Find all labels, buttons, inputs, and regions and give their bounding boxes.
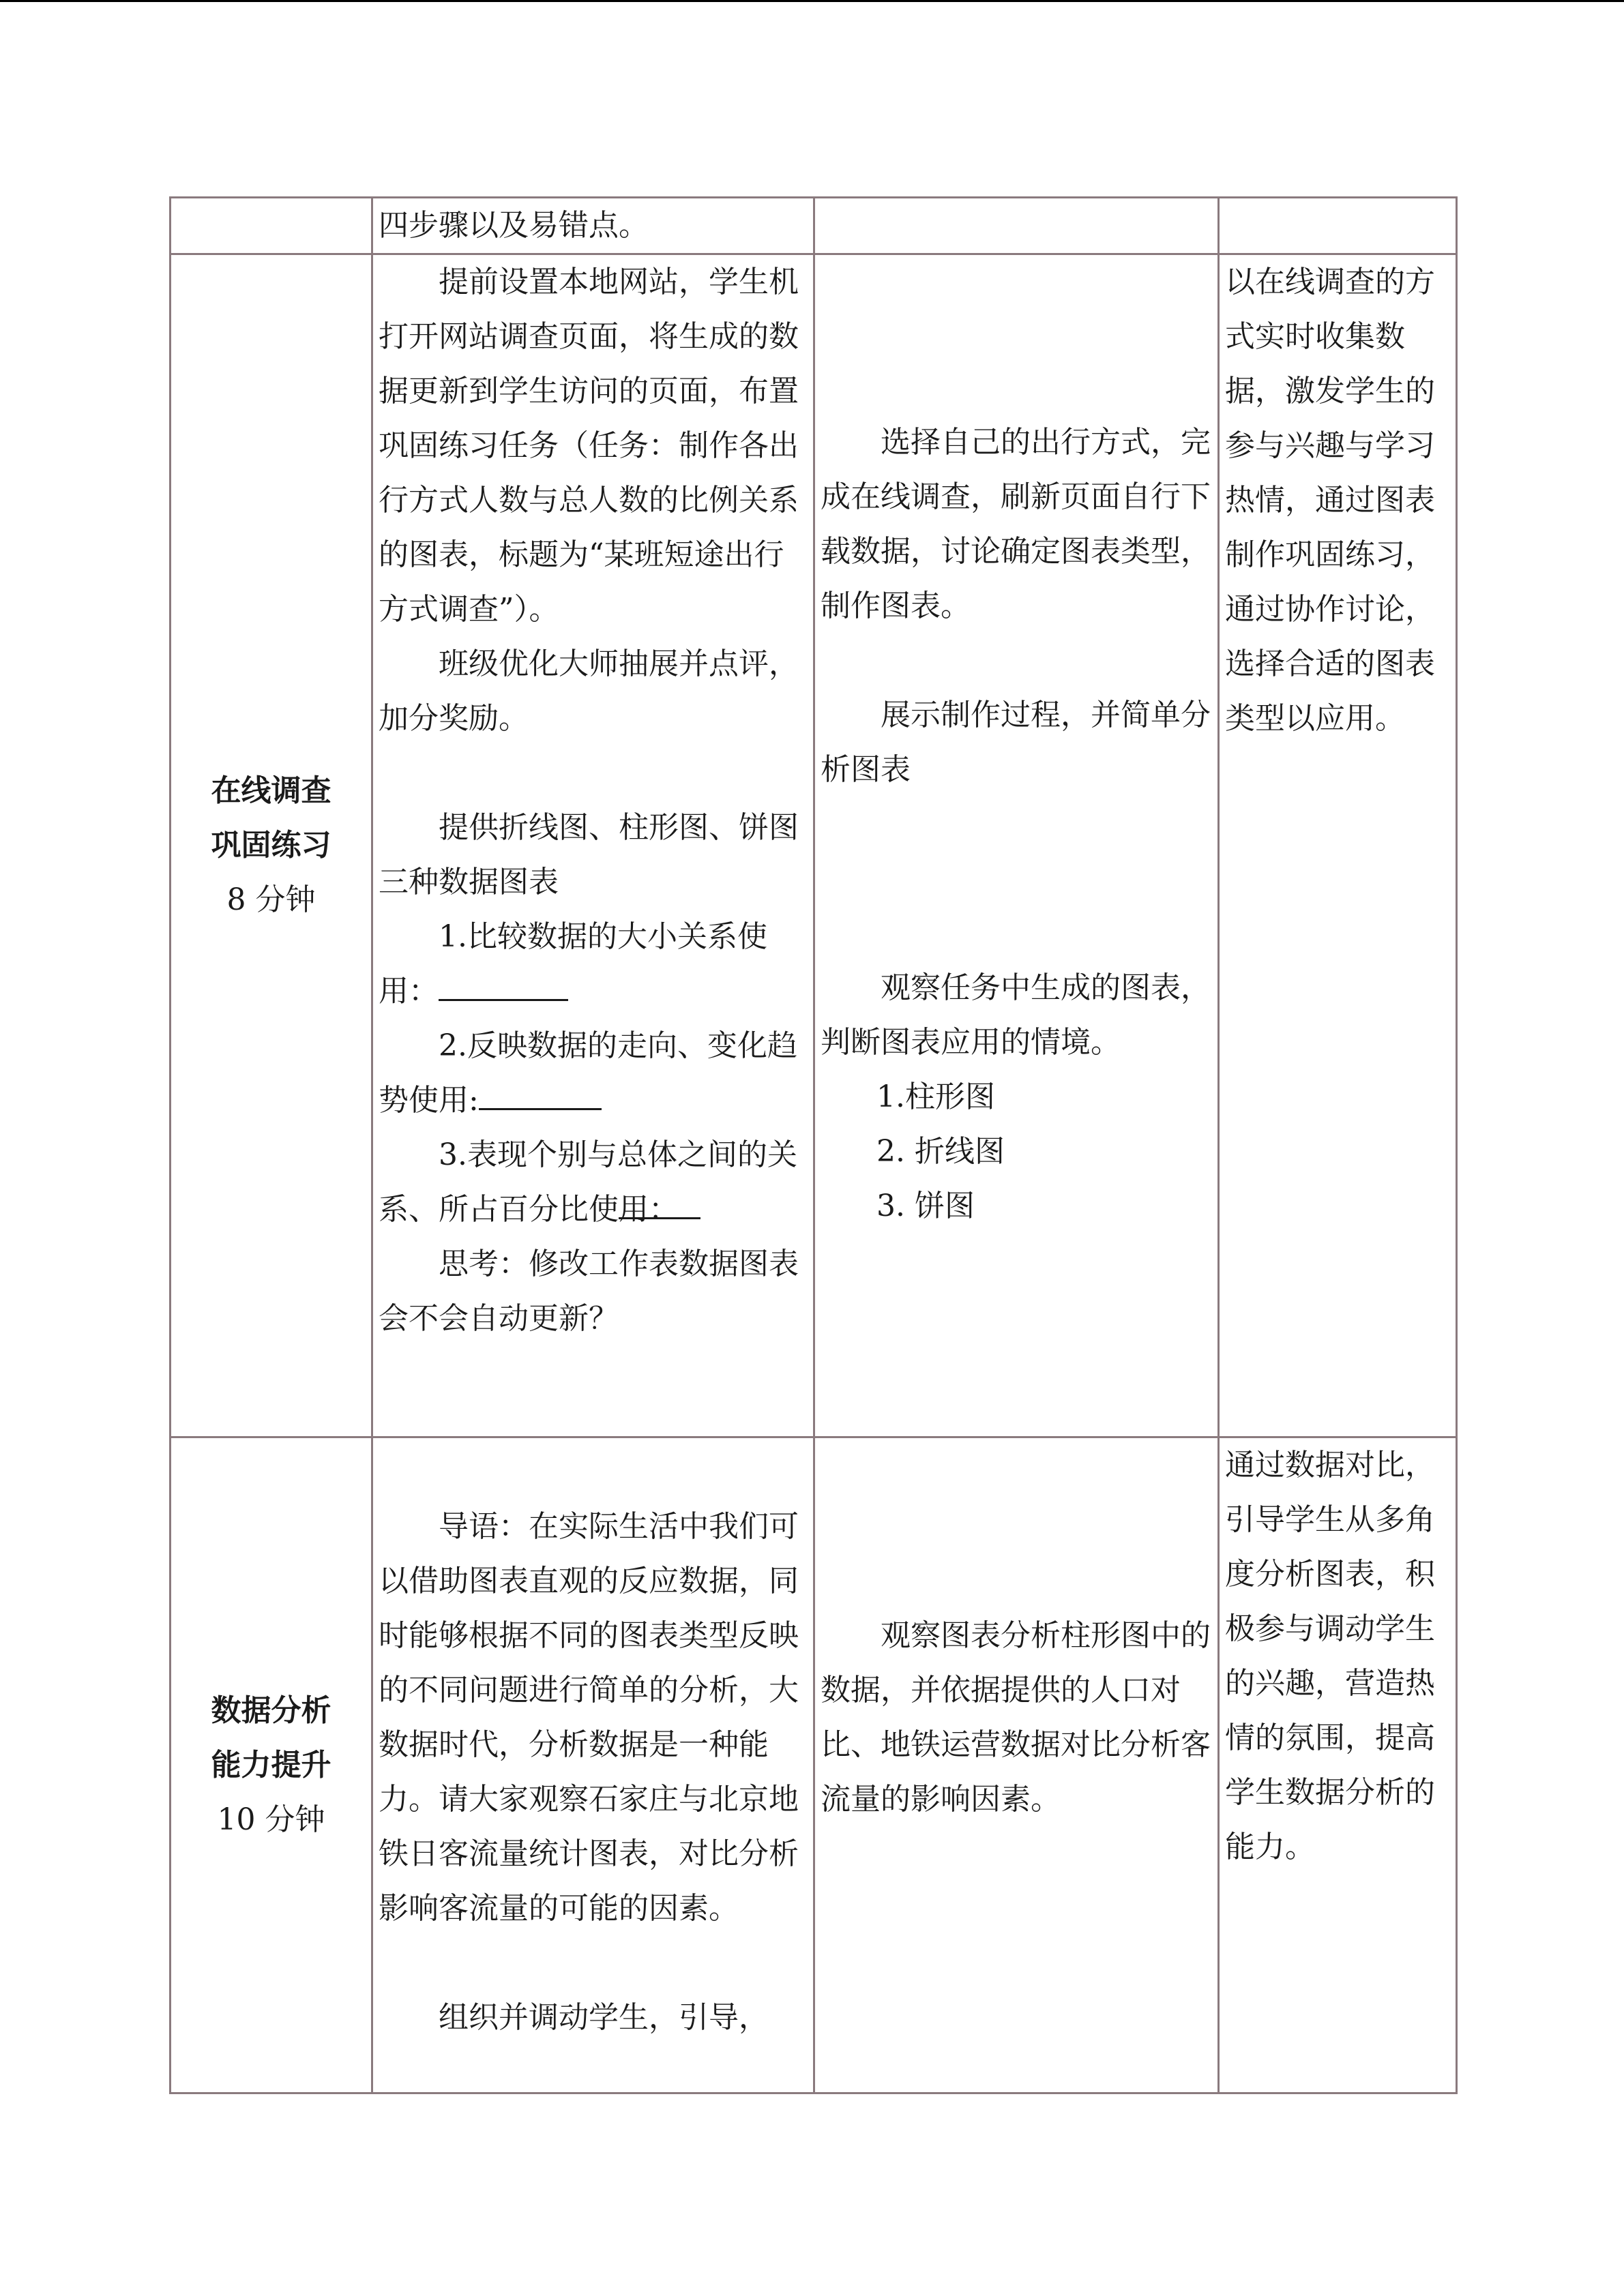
- page-top-border: [0, 0, 1624, 2]
- stage-title-line2: 能力提升: [211, 1747, 331, 1783]
- answer-item: 2. 折线图: [876, 1134, 1005, 1169]
- stage-title-line2: 巩固练习: [211, 828, 331, 863]
- lesson-plan-table: [169, 196, 1458, 2094]
- table-row-data-analysis: [171, 1437, 1457, 2093]
- question-text: 2.反映数据的走向、变化趋势使用:: [379, 1028, 797, 1118]
- question-text: 1.比较数据的大小关系使用：: [379, 919, 767, 1009]
- answer-blank: [479, 1078, 602, 1110]
- student-paragraph: 观察图表分析柱形图中的数据，并依据提供的人口对比、地铁运营数据对比分析客流量的影响因素。: [821, 1617, 1211, 1817]
- student-activity-cell: [814, 254, 1219, 1437]
- stage-duration: 8 分钟: [226, 882, 316, 917]
- spacer: [815, 255, 1217, 415]
- teacher-text: 四步骤以及易错点。: [379, 208, 649, 243]
- purpose-cell-empty: [1219, 198, 1457, 254]
- stage-title-line1: 数据分析: [211, 1693, 331, 1728]
- stage-cell-empty: [171, 198, 372, 254]
- student-paragraph: 选择自己的出行方式，完成在线调查，刷新页面自行下载数据，讨论确定图表类型，制作图表。: [821, 425, 1211, 623]
- spacer: [815, 1588, 1217, 1609]
- question-item: [373, 910, 813, 1019]
- teacher-paragraph: 提前设置本地网站，学生机打开网站调查页面，将生成的数据更新到学生访问的页面，布置巩固练习任务（任务：制作各出行方式人数与总人数的比例关系的图表，标题为“某班短途出行方式调查”）。: [379, 265, 799, 627]
- table-row-continuation: [171, 198, 1457, 254]
- answer-item: 1.柱形图: [876, 1079, 995, 1114]
- stage-cell: [171, 1437, 372, 2093]
- teacher-paragraph: 思考：修改工作表数据图表会不会自动更新？: [379, 1247, 799, 1336]
- teacher-paragraph: 导语：在实际生活中我们可以借助图表直观的反应数据，同时能够根据不同的图表类型反映的不同问题进行简单的分析，大数据时代，分析数据是一种能力。请大家观察石家庄与北京地铁日客流量统计图表，对比分析影响客流量的可能的因素。: [379, 1509, 799, 1926]
- answer-blank: [439, 969, 568, 1001]
- student-paragraph: 观察任务中生成的图表，判断图表应用的情境。: [821, 970, 1211, 1060]
- spacer: [815, 1827, 1217, 1943]
- teacher-activity-cell: [372, 254, 814, 1437]
- design-purpose-cell: [1219, 254, 1457, 1437]
- teacher-paragraph: 组织并调动学生，引导，: [439, 2000, 769, 2035]
- design-purpose-cell: [1219, 1437, 1457, 2093]
- student-paragraph: 展示制作过程，并简单分析图表: [821, 698, 1211, 787]
- spacer: [815, 633, 1217, 688]
- spacer: [373, 1936, 813, 1991]
- teacher-paragraph: 提供折线图、柱形图、饼图三种数据图表: [379, 810, 799, 899]
- answer-item: 3. 饼图: [876, 1189, 975, 1223]
- student-activity-cell-empty: [814, 198, 1219, 254]
- purpose-text: 通过数据对比，引导学生从多角度分析图表，积极参与调动学生的兴趣，营造热情的氛围，提高学生数据分析的能力。: [1225, 1448, 1435, 1864]
- spacer: [373, 746, 813, 801]
- spacer: [1220, 1875, 1456, 1956]
- teacher-activity-cell: [372, 198, 814, 254]
- answer-blank: [619, 1187, 700, 1219]
- stage-cell: [171, 254, 372, 1437]
- teacher-activity-cell: [372, 1437, 814, 2093]
- question-item: [373, 1019, 813, 1128]
- stage-title-line1: 在线调查: [211, 773, 331, 808]
- question-item: [373, 1128, 813, 1237]
- teacher-paragraph: 班级优化大师抽展并点评，加分奖励。: [379, 646, 799, 736]
- spacer: [373, 1438, 813, 1500]
- stage-duration: 10 分钟: [217, 1802, 325, 1837]
- spacer: [815, 797, 1217, 961]
- table-row-online-survey: [171, 254, 1457, 1437]
- question-text: 3.表现个别与总体之间的关系、所占百分比使用：: [379, 1137, 797, 1227]
- purpose-text: 以在线调查的方式实时收集数据，激发学生的参与兴趣与学习热情，通过图表制作巩固练习，通过协作讨论，选择合适的图表类型以应用。: [1225, 265, 1435, 736]
- student-activity-cell: [814, 1437, 1219, 2093]
